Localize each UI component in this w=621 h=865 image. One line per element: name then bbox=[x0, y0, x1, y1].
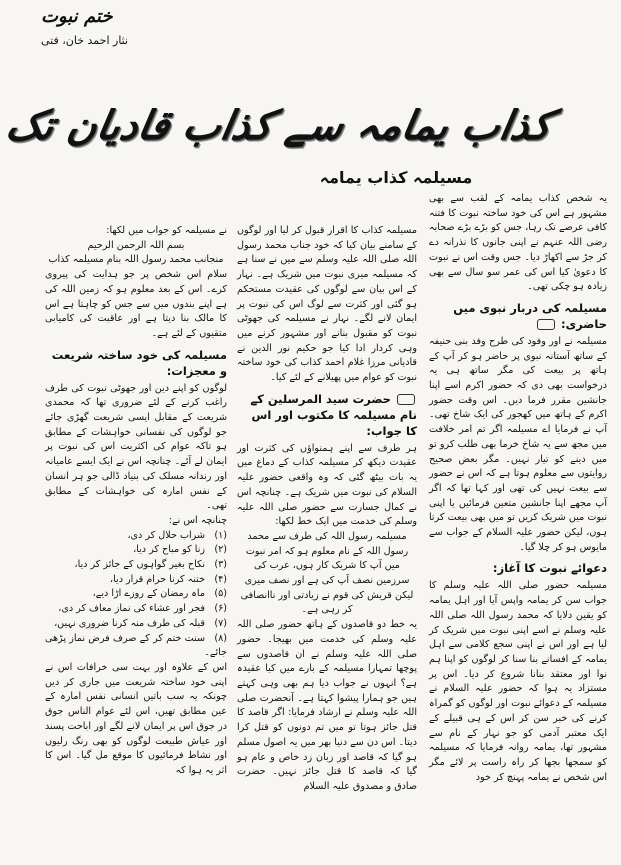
paragraph: ہر طرف سے اپنے ہمنواؤں کی کثرت اور عقیدت دیکھ کر مسیلمہ کذاب کے دماغ میں یہ بات بیٹھ گئی کہ وہ واقعی حضور علیہ السلام کی نبوت میں شریک ہے۔ چنانچہ اس نے کمال جسارت سے حضور صلی اللہ علیہ وسلم کی خدمت میں ایک خط لکھا: bbox=[237, 442, 417, 528]
list-item bbox=[45, 602, 227, 617]
column-right bbox=[429, 192, 607, 860]
list-number: (۱) bbox=[214, 529, 227, 541]
paragraph: نے مسیلمہ کو جواب میں لکھا: bbox=[106, 225, 227, 236]
salutation-icon bbox=[397, 394, 415, 405]
paragraph: اس کے علاوہ اور بہت سی خرافات اس نے اپنی خود ساختہ شریعت میں جاری کر دیں چونکہ یہ سب باتیں انسانی نفس امارہ کے عین مطابق تھیں، اس لئے عوام الناس جوق در جوق اس پر ایمان لانے لگے اور اباحت پسند اور عیاش طبیعت لوگوں کو بھی رنگ رلیوں اور نشاط فرمائیوں کا موقع مل گیا۔ اس کا اثر یہ ہوا کہ bbox=[45, 661, 227, 776]
section-heading-text: حضرت سید المرسلین کے نام مسیلمہ کا مکتوب اور اس کا جواب: bbox=[250, 391, 417, 438]
section-heading bbox=[237, 391, 417, 439]
list-number: (۲) bbox=[214, 544, 227, 556]
paragraph: یہ خط دو قاصدوں کے ہاتھ حضور صلی اللہ علیہ وسلم کی خدمت میں بھیجا۔ حضور صلی اللہ علیہ وسلم نے ان قاصدوں سے پوچھا تمہارا مسیلمہ کے بارے میں کیا عقیدہ ہے؟ انہوں نے جواب دیا ہم بھی وہی کہتے ہیں جو ہمارا پیشوا کہتا ہے۔ آنحضرت صلی اللہ علیہ وسلم نے ارشاد فرمایا: اگر قاصد کا قتل جائز ہوتا تو میں تم دونوں کو قتل کرا دیتا۔ اس دن سے دنیا بھر میں یہ اصول مسلم ہو گیا کہ قاصد اور زبان زد خاص و عام ہو گیا کہ قاصد کا قتل جائز نہیں۔ حضرت صادق و مصدوق علیہ السلام bbox=[237, 619, 417, 792]
quoted-letter: مسیلمہ رسول اللہ کی طرف سے محمد رسول اللہ کے نام معلوم ہو کہ امر نبوت میں آپ کا شریک کار ہوں، عرب کی سرزمین نصف آپ کی ہے اور نصف میری لیکن قریش کی قوم نے زیادتی اور ناانصافی کر رہی ہے۔ bbox=[240, 530, 414, 616]
paragraph: مسیلمہ حضور صلی اللہ علیہ وسلم کا جواب سن کر یمامہ واپس آیا اور اہل یمامہ کو یقین دلایا کہ محمد رسول اللہ صلی اللہ علیہ وسلم نے اسے اپنی نبوت میں شریک کر لیا ہے اور اس نے اپنی سجع کلامی سے اہل یمامہ کے افسانے بنا سنا کر لوگوں کو اپنا ہم نوا اور معتقد بنانا شروع کر دیا۔ اس پر مستزاد یہ ہوا کہ حضور علیہ السلام نے مسیلمہ کے دعوائے نبوت اور لوگوں کو گمراہ کرنے کی خبر سن کر اس کے ہی قبیلے کے ایک معتبر آدمی کو جو نہار کے نام سے مشہور تھا، یمامہ روانہ فرمایا کہ مسیلمہ کو سمجھا بجھا کر راہ راست پر لائے مگر اس شخص نے یمامہ پہنچ کر خود bbox=[429, 580, 607, 783]
section-heading: دعوائے نبوت کا آغاز: bbox=[492, 561, 607, 576]
list-item bbox=[45, 617, 227, 632]
column-middle bbox=[237, 224, 417, 860]
section-heading-text: مسیلمہ کی دربار نبوی میں حاضری: bbox=[453, 300, 607, 331]
paragraph: لوگوں کو اپنے دین اور جھوٹی نبوت کی طرف راغب کرنے کے لئے ضروری تھا کہ محمدی شریعت کے مقابل ایسی شریعت گھڑی جائے جو لوگوں کی نفسانی خواہشات کے مطابق ہو تاکہ عوام کی اکثریت اس کی نبوت پر ایمان لے آئے۔ چنانچہ اس نے ایک ایسے عامیانہ اور رندانہ مسلک کی بنیاد ڈالی جو ہر انسان کے نفس امارہ کی خواہشات کے مطابق تھی۔ bbox=[45, 382, 227, 512]
section-heading bbox=[429, 300, 607, 332]
list-text: نکاح بغیر گواہوں کے جائز کر دیا، bbox=[74, 559, 205, 571]
list-number: (۳) bbox=[214, 559, 227, 571]
article-subheadline: مسیلمہ کذاب یمامہ bbox=[319, 168, 473, 187]
list-item bbox=[45, 573, 227, 588]
bismillah-line: بسم اللہ الرحمن الرحیم bbox=[87, 239, 185, 251]
author-byline: نثار احمد خان، فتی bbox=[41, 34, 129, 47]
list-item bbox=[45, 587, 227, 602]
paragraph: مسیلمہ کذاب کا اقرار قبول کر لیا اور لوگوں کے سامنے بیان کیا کہ خود جناب محمد رسول اللہ صلی اللہ علیہ وسلم سے میں نے سنا ہے کہ مسیلمہ میری نبوت میں شریک ہے۔ نہار کے اس بیان سے لوگوں کی عقیدت مستحکم ہو گئی اور کثرت سے لوگ اس کی نبوت پر ایمان لانے لگے۔ نہار نے مسیلمہ کی جھوٹی نبوت کو مقبول بنانے اور مشہور کرنے میں وہی کردار ادا کیا جو حکیم نور الدین نے قادیانی مرزا غلام احمد کذاب کی خود ساختہ نبوت کو عوام میں پھیلانے کے لئے کیا۔ bbox=[237, 225, 417, 384]
article-headline: کذاب یمامہ سے کذاب قادیان تک bbox=[2, 102, 556, 149]
list-text: قبلہ کی طرف منہ کرنا ضروری نہیں، bbox=[54, 617, 205, 629]
list-text: فجر اور عشاء کی نماز معاف کر دی، bbox=[58, 603, 205, 615]
list-number: (۵) bbox=[214, 588, 227, 600]
column-header bbox=[41, 6, 151, 48]
letter-salutation: منجانب محمد رسول اللہ بنام مسیلمہ کذاب bbox=[48, 254, 224, 266]
list-text: ماہ رمضان کے روزے اڑا دیے، bbox=[92, 588, 205, 600]
brand-title: ختم نبوت bbox=[41, 6, 113, 27]
list-item bbox=[45, 632, 227, 661]
paragraph: سلام اس شخص پر جو ہدایت کی پیروی کرے۔ اس کے بعد معلوم ہو کہ زمین اللہ کی ہے اپنے بندوں میں سے جس کو چاہتا ہے اس کا مالک بنا دیتا ہے اور عاقبت کی کامیابی متقیوں کے لئے ہے۔ bbox=[45, 269, 227, 339]
list-item bbox=[45, 529, 227, 544]
paragraph: یہ شخص کذاب یمامہ کے لقب سے بھی مشہور ہے اس کی خود ساختہ نبوت کا فتنہ کافی عرصے تک رہا، جس کو بڑے بڑے صحابہ رضی اللہ عنہم نے اپنی جانوں کا نذرانہ دے کر جڑ سے اکھاڑ دیا۔ جس وقت اس نے نبوت کا دعویٰ کیا اس کی عمر سو سال سے بھی زیادہ ہو چکی تھی۔ bbox=[429, 193, 607, 293]
section-heading: مسیلمہ کی خود ساختہ شریعت و معجزات: bbox=[51, 347, 227, 378]
newspaper-page bbox=[2, 0, 621, 865]
list-text: زنا کو مباح کر دیا، bbox=[133, 544, 205, 556]
list-text: سنت ختم کر کے صرف فرض نماز پڑھی جائے۔ bbox=[45, 632, 227, 659]
list-item bbox=[45, 543, 227, 558]
list-number: (۷) bbox=[214, 617, 227, 629]
column-left bbox=[45, 224, 227, 860]
list-text: شراب حلال کر دی، bbox=[127, 529, 205, 541]
list-item bbox=[45, 558, 227, 573]
list-text: ختنہ کرنا حرام قرار دیا، bbox=[110, 573, 205, 585]
list-number: (۶) bbox=[214, 603, 227, 615]
rules-list bbox=[45, 529, 227, 661]
salutation-icon bbox=[537, 319, 555, 330]
list-intro: چنانچہ اس نے: bbox=[168, 514, 227, 526]
paragraph: مسیلمہ نے اور وفود کی طرح وفد بنی حنیفہ کے ساتھ آستانہ نبوی پر حاضر ہو کر آپ کے ہاتھ پر بیعت کی مگر ساتھ ہی یہ درخواست بھی دی کہ حضور اکرم اسے اپنا جانشین مقرر فرما دیں۔ اس وقت حضور اکرم کے ہاتھ میں کھجور کی ایک شاخ تھی۔ آپ نے فرمایا اے مسیلمہ اگر تم امر خلافت میں مجھ سے یہ شاخ خرما بھی طلب کرو تو میں دینے کو تیار نہیں۔ مگر بعض صحیح روایتوں سے معلوم ہوتا ہے کہ اس نے حضور سے بیعت نہیں کی تھی اور کہا تھا کہ اگر آپ مجھے اپنا جانشین متعین فرمائیں یا اپنی نبوت میں شریک کریں تو میں بھی بیعت کرتا ہوں، لیکن حضور علیہ السلام کے جواب سے مایوس ہو کر چلا گیا۔ bbox=[429, 335, 607, 553]
list-number: (۸) bbox=[214, 632, 227, 644]
list-number: (۴) bbox=[214, 573, 227, 585]
